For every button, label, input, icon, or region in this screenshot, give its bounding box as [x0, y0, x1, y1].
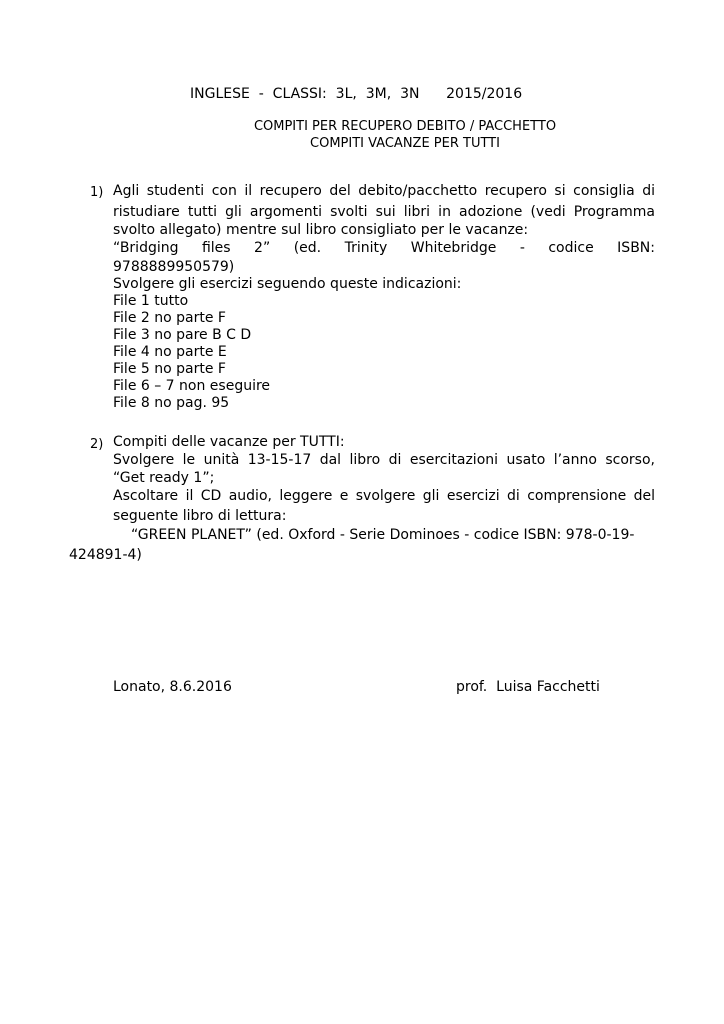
item-1-number: 1) — [90, 185, 104, 200]
file-item-3: File 3 no pare B C D — [113, 327, 252, 343]
item-2-line-2: Svolgere le unità 13-15-17 dal libro di esercitazioni usato l’anno scorso, — [113, 452, 655, 468]
item-2-line-3: “Get ready 1”; — [113, 470, 215, 486]
file-item-5: File 5 no parte F — [113, 361, 226, 377]
item-1-line-6: Svolgere gli esercizi seguendo queste indicazioni: — [113, 276, 462, 292]
item-2-line-4: Ascoltare il CD audio, leggere e svolgere gli esercizi di comprensione del — [113, 488, 655, 504]
file-item-7: File 8 no pag. 95 — [113, 395, 230, 411]
document-title: INGLESE - CLASSI: 3L, 3M, 3N 2015/2016 — [190, 86, 523, 102]
item-1-line-2: ristudiare tutti gli argomenti svolti sui libri in adozione (vedi Programma — [113, 204, 655, 220]
subtitle-line-1: COMPITI PER RECUPERO DEBITO / PACCHETTO — [253, 119, 557, 134]
place-date: Lonato, 8.6.2016 — [113, 679, 232, 695]
item-2-number: 2) — [90, 437, 104, 452]
item-1-line-3: svolto allegato) mentre sul libro consigliato per le vacanze: — [113, 222, 529, 238]
file-item-2: File 2 no parte F — [113, 310, 226, 326]
file-item-6: File 6 – 7 non eseguire — [113, 378, 271, 394]
signature: prof. Luisa Facchetti — [456, 679, 600, 695]
item-1-line-1: Agli studenti con il recupero del debito/pacchetto recupero si consiglia di — [113, 183, 655, 199]
item-2-line-7: 424891-4) — [69, 547, 142, 563]
item-2-line-6: “GREEN PLANET” (ed. Oxford - Serie Dominoes - codice ISBN: 978-0-19- — [131, 527, 635, 543]
item-1-line-5: 9788889950579) — [113, 259, 235, 275]
item-2-line-5: seguente libro di lettura: — [113, 508, 287, 524]
item-2-line-1: Compiti delle vacanze per TUTTI: — [113, 434, 345, 450]
item-1-line-4: “Bridging files 2” (ed. Trinity Whitebridge - codice ISBN: — [113, 240, 655, 256]
subtitle-line-2: COMPITI VACANZE PER TUTTI — [310, 136, 500, 151]
file-item-4: File 4 no parte E — [113, 344, 227, 360]
file-item-1: File 1 tutto — [113, 293, 189, 309]
